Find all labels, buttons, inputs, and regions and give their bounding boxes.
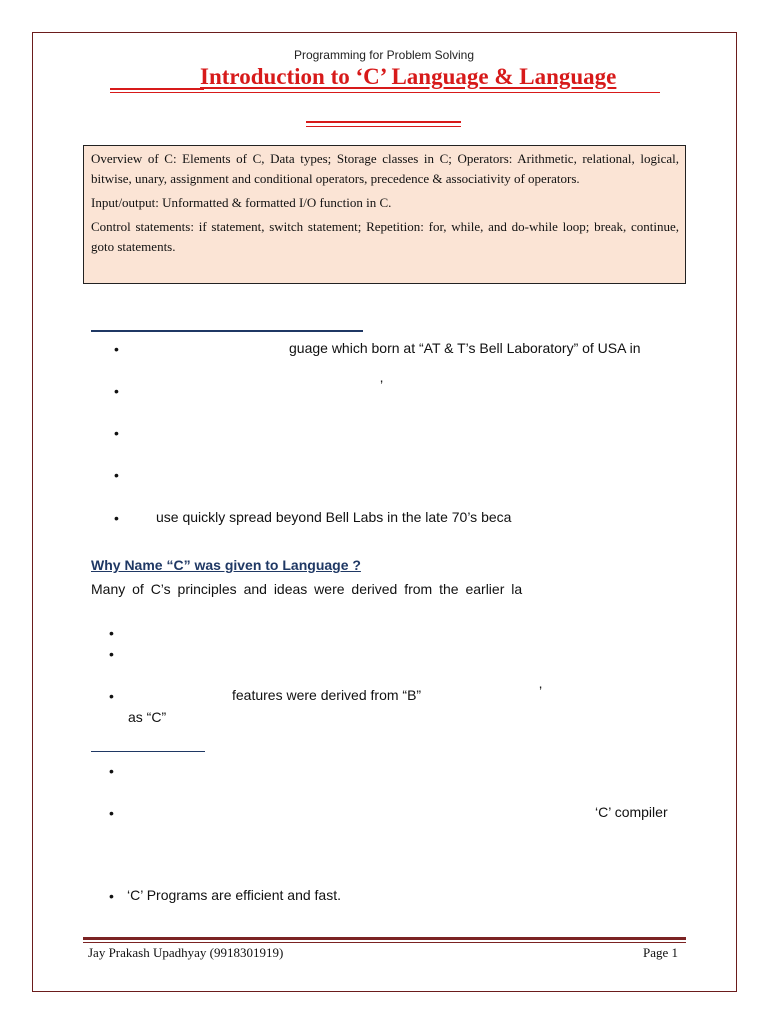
- page-number: Page 1: [642, 945, 678, 960]
- syllabus-io: Input/output: Unformatted & formatted I/O function in C.: [91, 195, 392, 210]
- footer-rule-thin: [83, 942, 686, 943]
- history-bullet-2: ’: [380, 377, 384, 393]
- syllabus-control: Control statements: if statement, switch statement; Repetition: for, while, and do-while loop; break, continue, goto statements.: [91, 219, 679, 254]
- decorative-rule: [306, 121, 461, 123]
- decorative-rule-thin: [306, 126, 461, 127]
- why-bullet-continuation: as “C”: [128, 709, 167, 725]
- bullet-dot: •: [114, 510, 119, 526]
- history-bullet-1: guage which born at “AT & T’s Bell Laboratory” of USA in: [289, 340, 641, 356]
- page-title: Introduction to ‘C’ Language & Language: [200, 64, 617, 89]
- footer-rule: [83, 937, 686, 940]
- features-bullet-efficient: ‘C’ Programs are efficient and fast.: [127, 887, 341, 903]
- features-bullet-compiler: ‘C’ compiler: [595, 804, 668, 820]
- bullet-dot: •: [109, 646, 114, 662]
- bullet-dot: •: [109, 888, 114, 904]
- section-heading-rule: [91, 330, 363, 332]
- bullet-dot: •: [114, 383, 119, 399]
- title-underline: [110, 92, 660, 93]
- history-bullet-5: use quickly spread beyond Bell Labs in the late 70’s beca: [156, 509, 512, 525]
- bullet-dot: •: [109, 805, 114, 821]
- bullet-dot: •: [114, 341, 119, 357]
- section-heading-why-name: Why Name “C” was given to Language ?: [91, 557, 361, 573]
- bullet-dot: •: [114, 425, 119, 441]
- why-bullet-features: features were derived from “B”: [232, 687, 422, 703]
- bullet-dot: •: [109, 763, 114, 779]
- why-bullet-apostrophe: ’: [539, 683, 543, 699]
- syllabus-box: [83, 145, 686, 284]
- syllabus-overview: Overview of C: Elements of C, Data types; Storage classes in C; Operators: Arithmetic, relational, logical, bitwise, unary, assignment and conditional operators, precedence & associativity of operators.: [91, 151, 679, 186]
- section-heading-rule: [91, 751, 205, 752]
- bullet-dot: •: [109, 625, 114, 641]
- why-name-paragraph: Many of C’s principles and ideas were derived from the earlier la: [91, 581, 523, 597]
- bullet-dot: •: [109, 688, 114, 704]
- bullet-dot: •: [114, 467, 119, 483]
- title-underline-lead: [110, 88, 204, 90]
- footer-author: Jay Prakash Upadhyay (9918301919): [88, 945, 284, 960]
- running-header: Programming for Problem Solving: [293, 48, 475, 62]
